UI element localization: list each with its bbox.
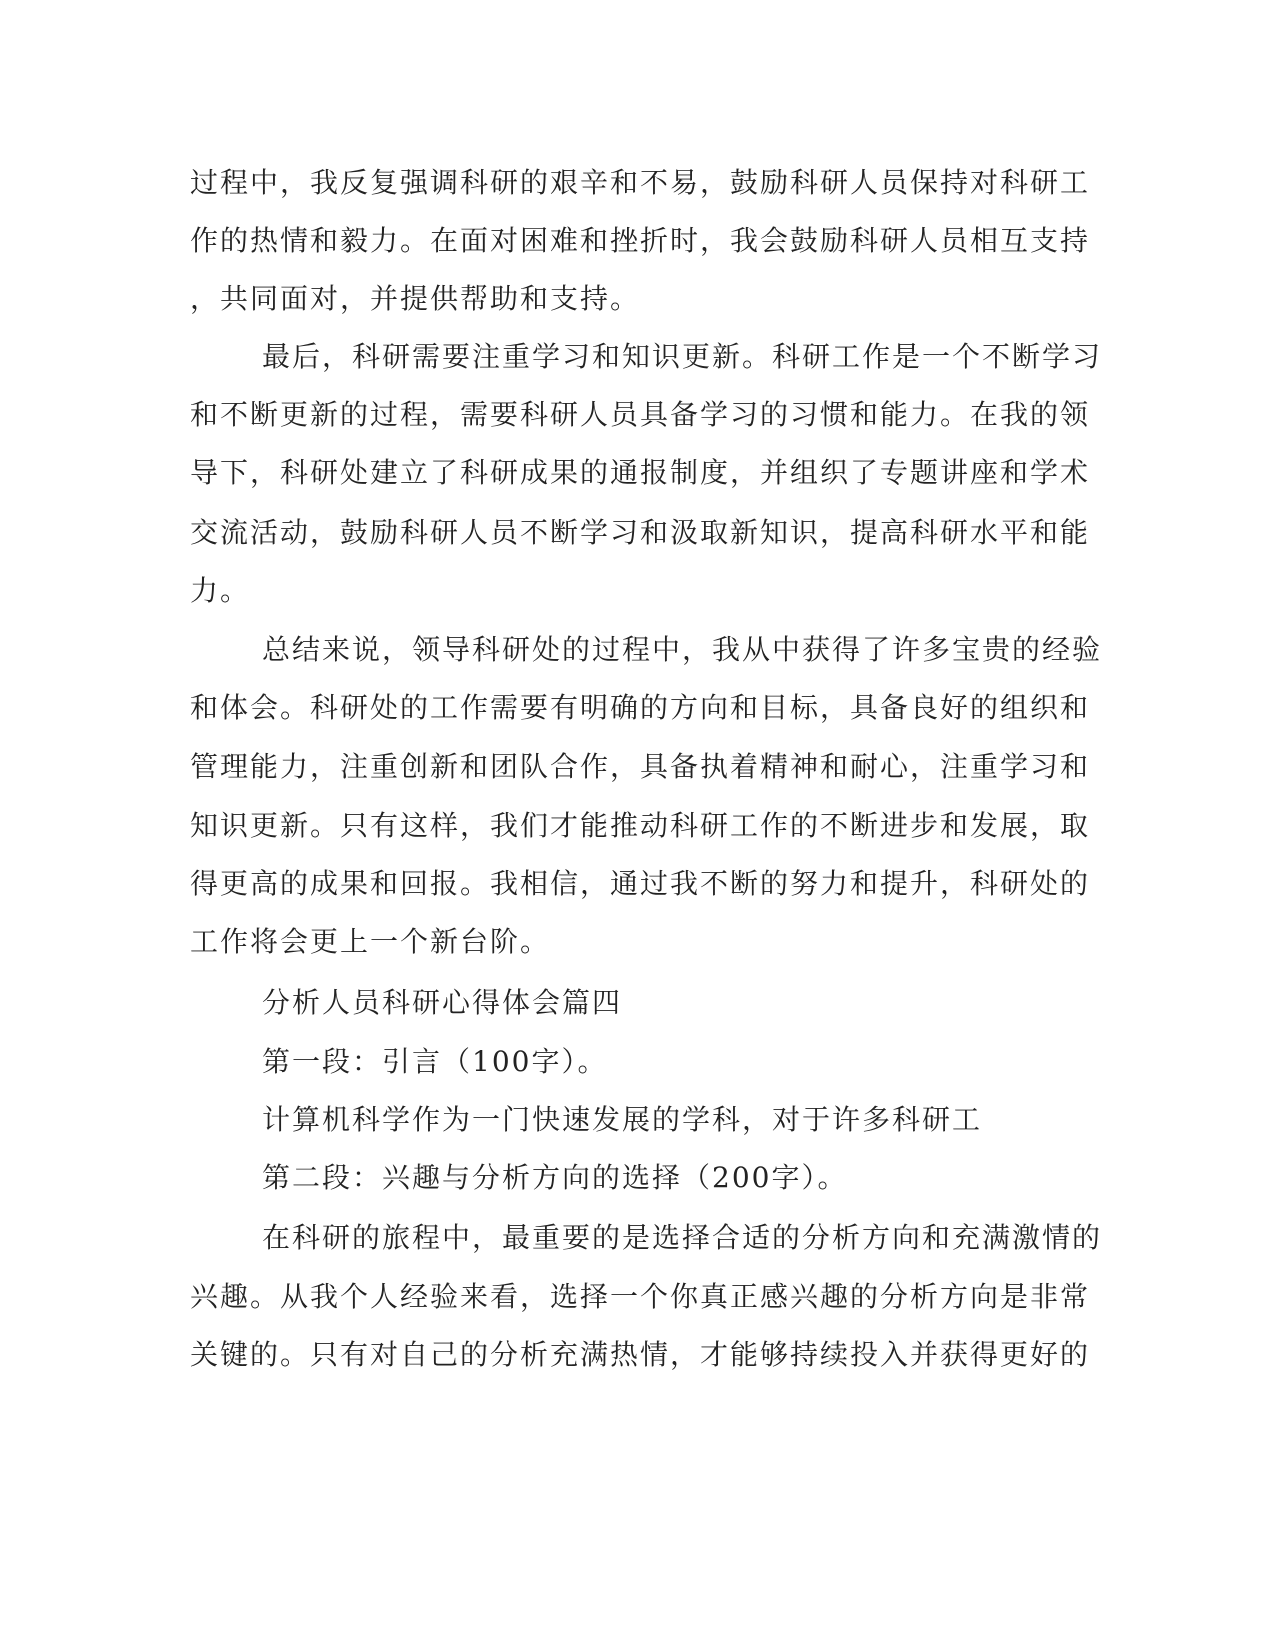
section-heading: 第二段：兴趣与分析方向的选择（200字）。 <box>262 1161 848 1194</box>
text-line: 知识更新。只有这样，我们才能推动科研工作的不断进步和发展，取 <box>190 809 1091 842</box>
text-line: 和不断更新的过程，需要科研人员具备学习的习惯和能力。在我的领 <box>190 398 1091 431</box>
section-title: 分析人员科研心得体会篇四 <box>262 986 623 1019</box>
text-line: ，共同面对，并提供帮助和支持。 <box>190 282 641 315</box>
paragraph-first-line: 在科研的旅程中，最重要的是选择合适的分析方向和充满激情的 <box>262 1221 1103 1254</box>
text-line: 工作将会更上一个新台阶。 <box>190 925 551 958</box>
text-line: 兴趣。从我个人经验来看，选择一个你真正感兴趣的分析方向是非常 <box>190 1280 1091 1313</box>
text-line: 交流活动，鼓励科研人员不断学习和汲取新知识，提高科研水平和能 <box>190 516 1091 549</box>
text-line: 力。 <box>190 574 251 607</box>
paragraph-first-line: 总结来说，领导科研处的过程中，我从中获得了许多宝贵的经验 <box>262 633 1103 666</box>
text-line: 和体会。科研处的工作需要有明确的方向和目标，具备良好的组织和 <box>190 691 1091 724</box>
text-line: 得更高的成果和回报。我相信，通过我不断的努力和提升，科研处的 <box>190 867 1091 900</box>
section-heading: 第一段：引言（100字）。 <box>262 1045 608 1078</box>
text-line: 作的热情和毅力。在面对困难和挫折时，我会鼓励科研人员相互支持 <box>190 224 1091 257</box>
text-line: 计算机科学作为一门快速发展的学科，对于许多科研工 <box>262 1103 983 1136</box>
text-line: 管理能力，注重创新和团队合作，具备执着精神和耐心，注重学习和 <box>190 750 1091 783</box>
paragraph-first-line: 最后，科研需要注重学习和知识更新。科研工作是一个不断学习 <box>262 340 1103 373</box>
text-line: 关键的。只有对自己的分析充满热情，才能够持续投入并获得更好的 <box>190 1338 1091 1371</box>
text-line: 过程中，我反复强调科研的艰辛和不易，鼓励科研人员保持对科研工 <box>190 166 1091 199</box>
text-line: 导下，科研处建立了科研成果的通报制度，并组织了专题讲座和学术 <box>190 456 1091 489</box>
